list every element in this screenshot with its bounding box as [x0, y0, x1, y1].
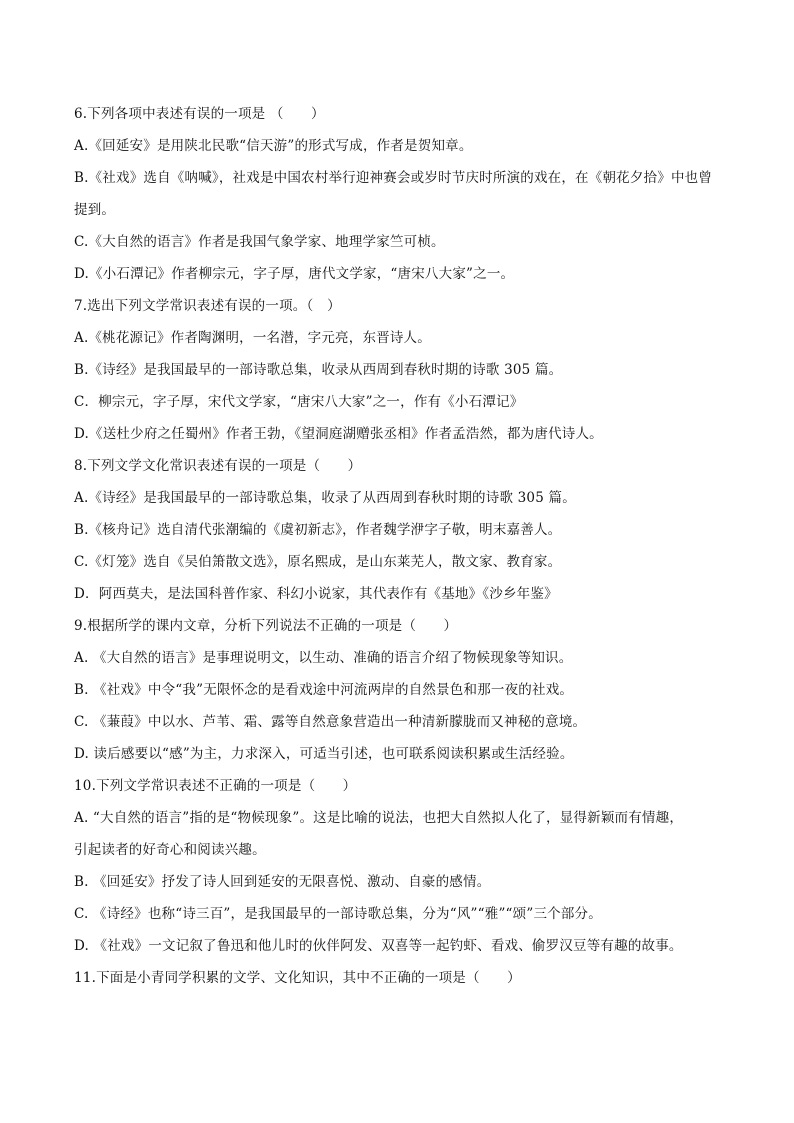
question-6-option-a: A.《回延安》是用陕北民歌“信天游”的形式写成，作者是贺知章。	[74, 138, 473, 154]
question-10-option-d: D. 《社戏》一文记叙了鲁迅和他儿时的伙伴阿发、双喜等一起钓虾、看戏、偷罗汉豆等有趣的故事。	[74, 938, 683, 954]
question-6-option-b-continued: 提到。	[74, 202, 116, 218]
question-7-option-b: B.《诗经》是我国最早的一部诗歌总集，收录从西周到春秋时期的诗歌 305 篇。	[74, 362, 563, 378]
question-8-option-b: B.《核舟记》选自清代张潮编的《虞初新志》，作者魏学洢字子敬，明末嘉善人。	[74, 522, 562, 538]
question-8-option-a: A.《诗经》是我国最早的一部诗歌总集，收录了从西周到春秋时期的诗歌 305 篇。	[74, 490, 576, 506]
question-10-option-a: A. “大自然的语言”指的是“物候现象”。这是比喻的说法，也把大自然拟人化了，显得新颖而有情趣，	[74, 810, 684, 826]
document-body	[74, 98, 724, 994]
question-10-option-c: C. 《诗经》也称“诗三百”，是我国最早的一部诗歌总集，分为“风”“雅”“颂”三个部分。	[74, 906, 602, 922]
question-8-option-d: D．阿西莫夫，是法国科普作家、科幻小说家，其代表作有《基地》《沙乡年鉴》	[74, 586, 558, 602]
question-8-stem: 8.下列文学文化常识表述有误的一项是（ ）	[74, 458, 362, 474]
question-9-option-a: A. 《大自然的语言》是事理说明文，以生动、准确的语言介绍了物候现象等知识。	[74, 650, 573, 666]
question-10-stem: 10.下列文学常识表述不正确的一项是（ ）	[74, 778, 357, 794]
question-6-stem: 6.下列各项中表述有误的一项是 （ ）	[74, 106, 325, 122]
question-9-option-b: B. 《社戏》中令“我”无限怀念的是看戏途中河流两岸的自然景色和那一夜的社戏。	[74, 682, 574, 698]
question-6-option-d: D.《小石潭记》作者柳宗元，字子厚，唐代文学家，“唐宋八大家”之一。	[74, 266, 515, 282]
question-6-option-c: C.《大自然的语言》作者是我国气象学家、地理学家竺可桢。	[74, 234, 445, 250]
question-10-option-b: B. 《回延安》抒发了诗人回到延安的无限喜悦、激动、自豪的感情。	[74, 874, 491, 890]
question-7-option-a: A.《桃花源记》作者陶渊明，一名潜，字元亮，东晋诗人。	[74, 330, 431, 346]
question-7-stem: 7.选出下列文学常识表述有误的一项。（ ）	[74, 298, 341, 314]
question-9-option-c: C. 《蒹葭》中以水、芦苇、霜、露等自然意象营造出一种清新朦胧而又神秘的意境。	[74, 714, 587, 730]
question-8-option-c: C.《灯笼》选自《吴伯箫散文选》，原名熙成，是山东莱芜人，散文家、教育家。	[74, 554, 562, 570]
question-11-stem: 11.下面是小青同学积累的文学、文化知识，其中不正确的一项是（ ）	[74, 970, 521, 986]
question-9-option-d: D. 读后感要以“感”为主，力求深入，可适当引述，也可联系阅读积累或生活经验。	[74, 746, 574, 762]
question-7-option-c: C．柳宗元，字子厚，宋代文学家，“唐宋八大家”之一，作有《小石潭记》	[74, 394, 524, 410]
question-6-option-b: B.《社戏》选自《呐喊》，社戏是中国农村举行迎神赛会或岁时节庆时所演的戏在，在《朝花夕拾》中也曾	[74, 170, 713, 186]
question-7-option-d: D.《送杜少府之任蜀州》作者王勃，《望洞庭湖赠张丞相》作者孟浩然，都为唐代诗人。	[74, 426, 603, 442]
question-9-stem: 9.根据所学的课内文章，分析下列说法不正确的一项是（ ）	[74, 618, 458, 634]
question-10-option-a-continued: 引起读者的好奇心和阅读兴趣。	[74, 842, 266, 858]
